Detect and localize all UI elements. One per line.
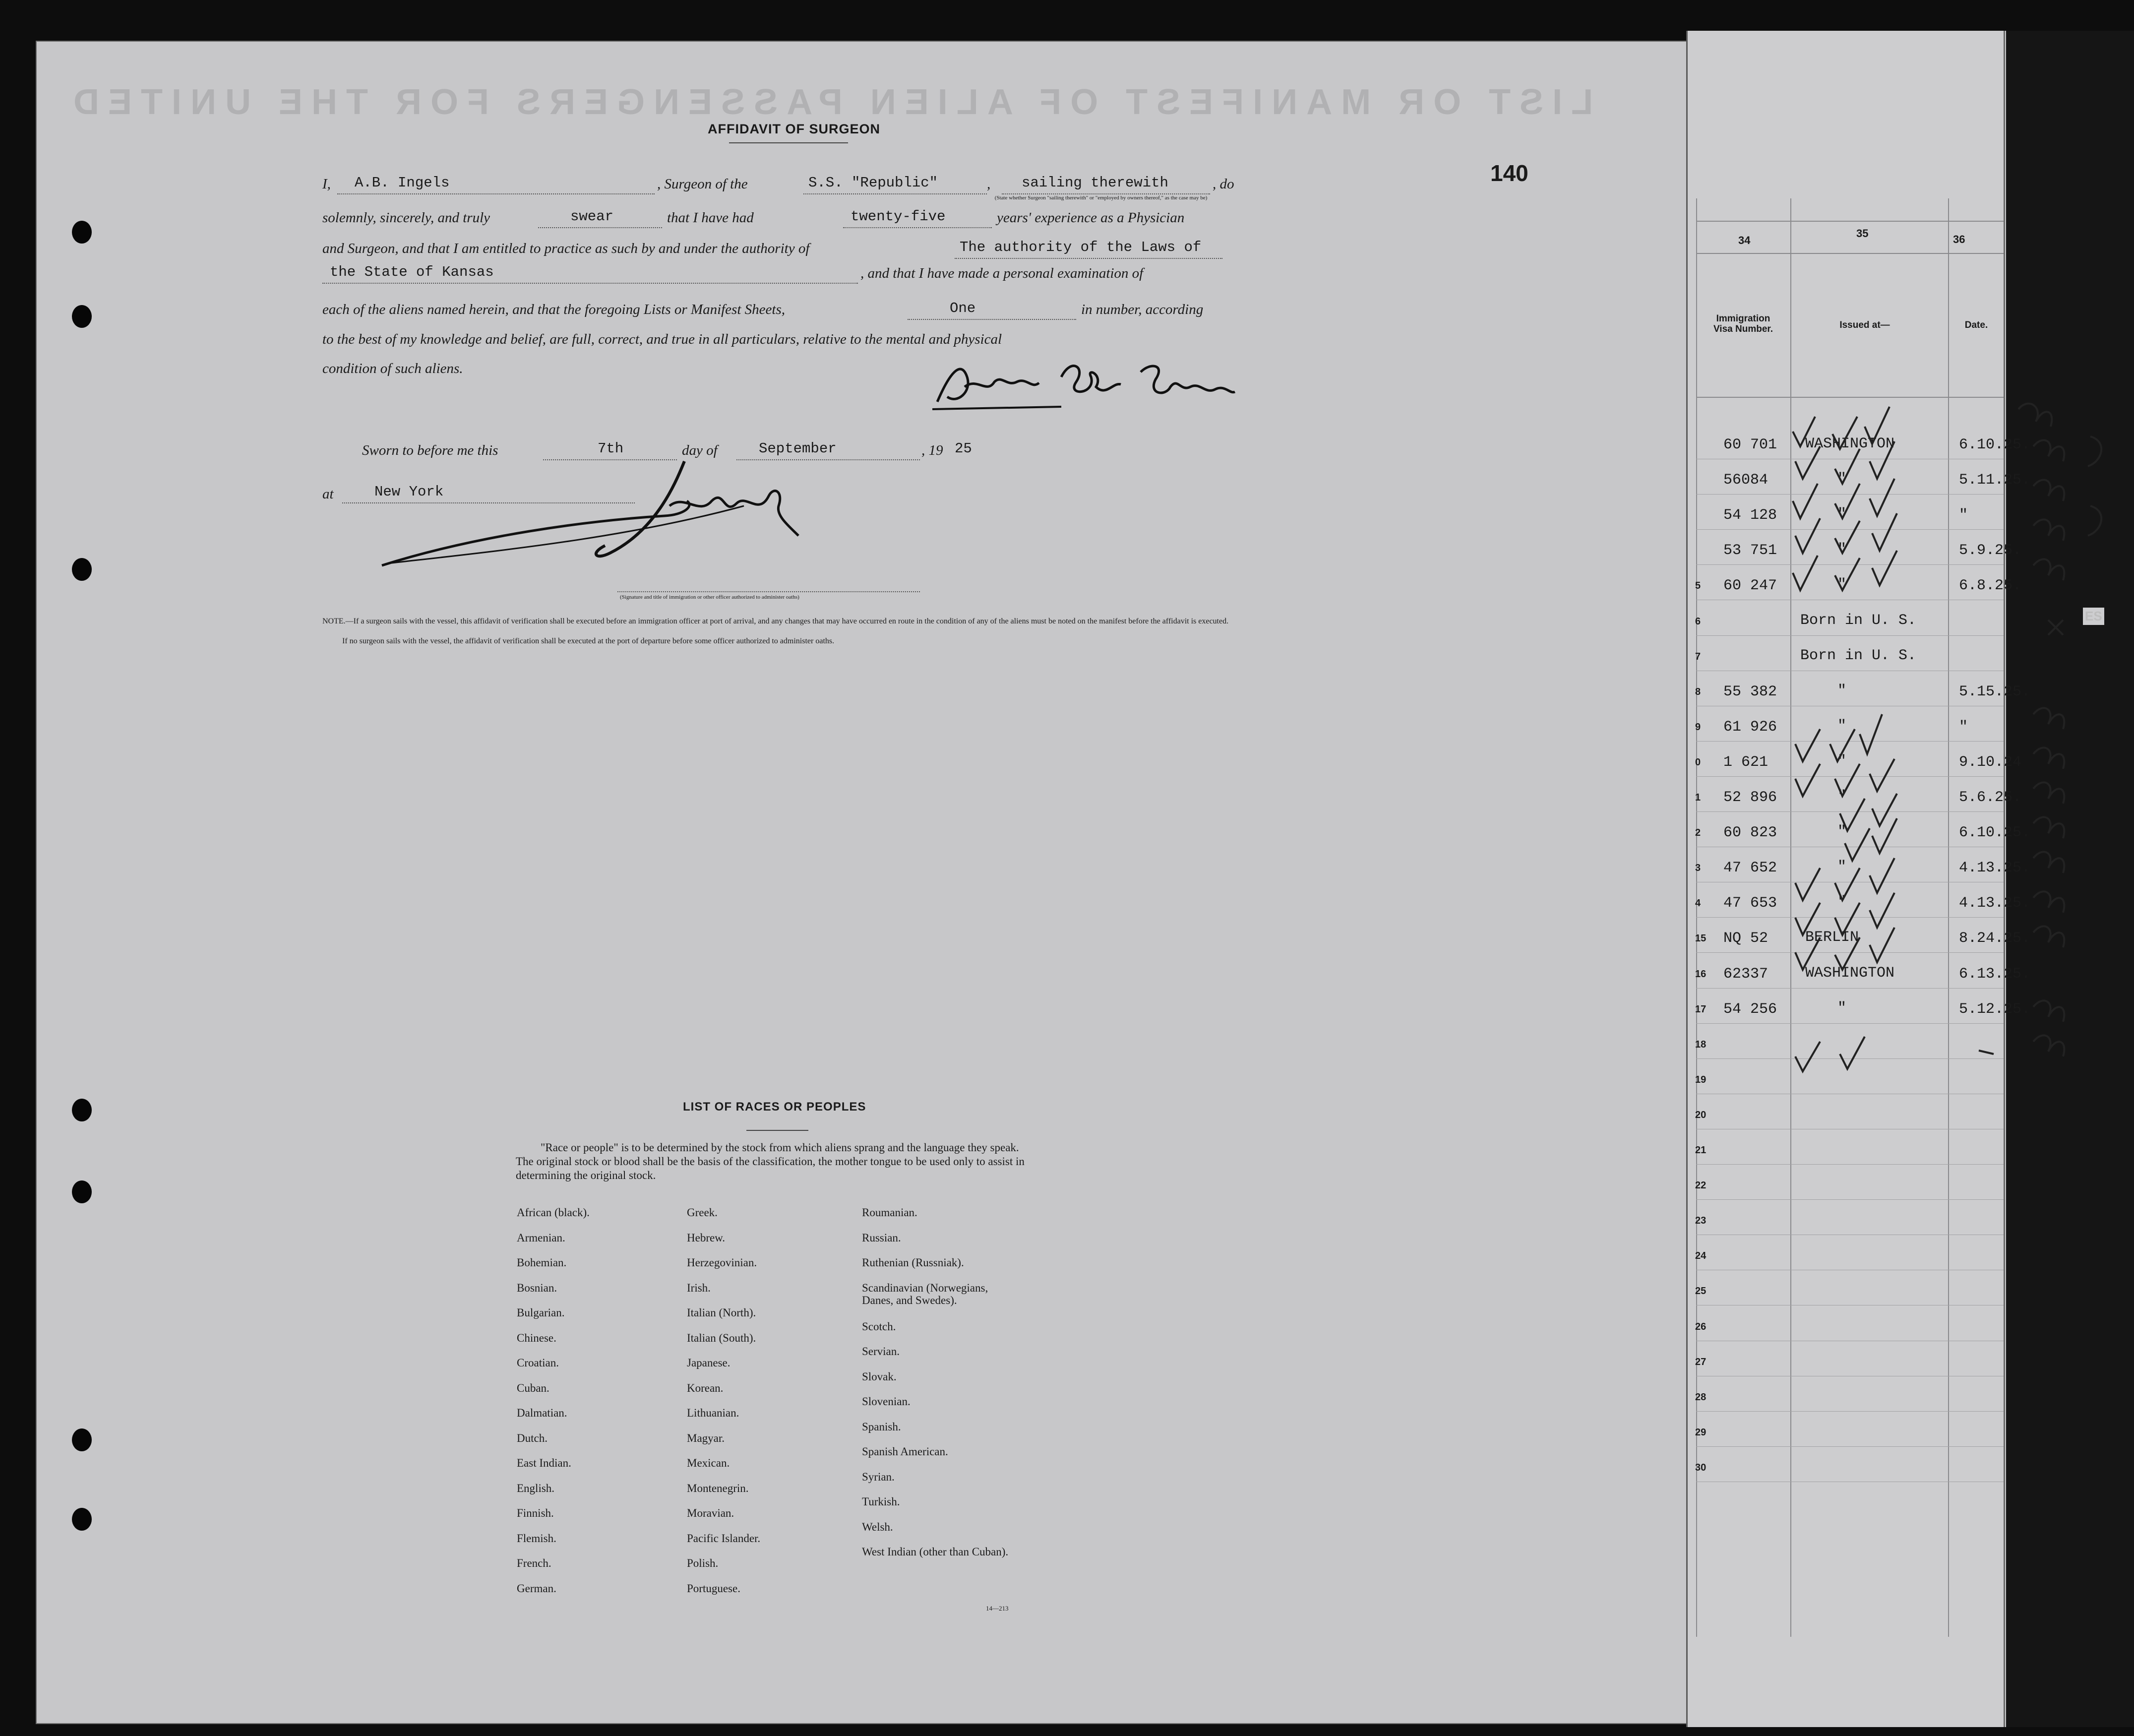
race-item: Cuban.	[517, 1381, 549, 1394]
row-number: 4	[1695, 898, 1701, 909]
sworn-month: September	[759, 440, 837, 457]
issued-at: "	[1837, 753, 1847, 770]
races-title: LIST OF RACES OR PEOPLES	[683, 1100, 866, 1114]
race-item: Bulgarian.	[517, 1306, 565, 1319]
race-item: Magyar.	[687, 1431, 725, 1444]
column-number: 36	[1953, 233, 1965, 246]
surgeon-signature	[932, 347, 1240, 417]
issued-at: "	[1837, 788, 1847, 805]
race-item: Roumanian.	[862, 1206, 917, 1219]
race-item: Turkish.	[862, 1495, 900, 1508]
header-issued-at: Issued at—	[1839, 320, 1890, 330]
race-item: Flemish.	[517, 1532, 556, 1545]
row-number: 22	[1695, 1180, 1707, 1191]
race-item: Hebrew.	[687, 1231, 726, 1244]
affidavit-note-1: NOTE.—If a surgeon sails with the vessel, this affidavit of verification shall be executed before an immigration officer at port of arrival, and any changes that may have occurred en route in the condition of any of the aliens must be noted on the manifest before the affidavit is executed.	[322, 617, 1229, 625]
row-number: 26	[1695, 1321, 1707, 1332]
visa-number: 60 247	[1723, 577, 1777, 594]
visa-date: 5.9.25.	[1959, 542, 2022, 559]
surgeon-capacity: sailing therewith	[1022, 175, 1168, 191]
visa-date: 4.13.25.	[1959, 860, 2031, 876]
row-number: 28	[1695, 1392, 1707, 1403]
row-number: 1	[1695, 792, 1701, 803]
visa-date: 6.10.25.	[1959, 824, 2031, 841]
visa-number: 53 751	[1723, 542, 1777, 559]
affidavit-note-2: If no surgeon sails with the vessel, the affidavit of verification shall be executed at the port of departure before some officer authorized to administer oaths.	[342, 637, 835, 645]
row-number: 25	[1695, 1286, 1707, 1297]
visa-number: 62337	[1723, 966, 1768, 983]
race-item: Dalmatian.	[517, 1407, 567, 1419]
row-number: 16	[1695, 969, 1707, 980]
sworn-place: New York	[374, 484, 444, 500]
binder-hole	[72, 305, 92, 328]
race-item: Welsh.	[862, 1520, 893, 1533]
issued-at: "	[1837, 471, 1847, 488]
sworn-text: day of	[682, 442, 718, 458]
issued-at: "	[1837, 541, 1847, 558]
binder-hole	[72, 1508, 92, 1531]
race-item: Portuguese.	[687, 1582, 740, 1595]
sworn-day: 7th	[598, 440, 624, 457]
row-number: 8	[1695, 686, 1701, 697]
race-item: Herzegovinian.	[687, 1256, 757, 1269]
binder-hole	[72, 558, 92, 581]
race-item: Armenian.	[517, 1231, 565, 1244]
race-item: Spanish.	[862, 1420, 901, 1433]
race-item: Pacific Islander.	[687, 1532, 761, 1545]
visa-number: 54 256	[1723, 1001, 1777, 1018]
visa-date: 5.12.25.	[1959, 1001, 2031, 1018]
visa-date: "	[1959, 719, 1968, 736]
race-item: Scandinavian (Norwegians, Danes, and Swedes).	[862, 1281, 988, 1306]
race-item: African (black).	[517, 1206, 590, 1219]
visa-number: 55 382	[1723, 683, 1777, 700]
visa-number: 1 621	[1723, 754, 1768, 771]
affidavit-title: AFFIDAVIT OF SURGEON	[708, 122, 880, 136]
race-item: English.	[517, 1482, 555, 1494]
race-item: Bosnian.	[517, 1281, 557, 1294]
race-item: Moravian.	[687, 1507, 734, 1519]
affidavit-text: in number, according	[1081, 302, 1204, 317]
race-item: Greek.	[687, 1206, 718, 1219]
race-item: Mexican.	[687, 1457, 730, 1469]
sworn-text: , 19	[921, 442, 943, 458]
race-item: Dutch.	[517, 1431, 548, 1444]
row-number: 23	[1695, 1215, 1707, 1226]
race-item: Spanish American.	[862, 1445, 948, 1458]
race-item: East Indian.	[517, 1457, 571, 1469]
race-item: Montenegrin.	[687, 1482, 749, 1494]
pencil-check-marks	[1785, 387, 2133, 1081]
capacity-caption: (State whether Surgeon "sailing therewith" or "employed by owners thereof," as the case may be)	[994, 195, 1208, 201]
races-intro: "Race or people" is to be determined by the stock from which aliens sprang and the language they speak. The original stock or blood shall be the basis of the classification, the mother tongue to be used only to assist in determining the original stock.	[516, 1141, 1025, 1181]
binder-hole	[72, 1099, 92, 1121]
authority-line-2: the State of Kansas	[330, 264, 494, 280]
visa-date: 8.24.25.	[1959, 930, 2031, 947]
affidavit-text: ,	[987, 176, 991, 192]
row-number: 30	[1695, 1462, 1707, 1473]
row-number: 5	[1695, 580, 1701, 591]
affidavit-text: condition of such aliens.	[322, 361, 463, 376]
row-number: 18	[1695, 1039, 1707, 1050]
race-item: West Indian (other than Cuban).	[862, 1546, 1009, 1558]
officer-signature	[377, 446, 833, 575]
race-item: Servian.	[862, 1345, 900, 1358]
oath-word: swear	[570, 208, 614, 225]
years-experience: twenty-five	[851, 208, 946, 225]
visa-number: 60 823	[1723, 824, 1777, 841]
visa-date: 5.15.25.	[1959, 683, 2031, 700]
issued-at: "	[1837, 823, 1847, 840]
visa-number: 60 701	[1723, 436, 1777, 453]
row-number: 24	[1695, 1250, 1707, 1261]
race-item: Slovenian.	[862, 1395, 911, 1408]
issued-at: WASHINGTON	[1805, 435, 1895, 452]
issued-at: "	[1837, 1000, 1847, 1017]
race-item: Ruthenian (Russniak).	[862, 1256, 964, 1269]
visa-date: "	[1959, 507, 1968, 524]
race-item: Italian (North).	[687, 1306, 756, 1319]
sworn-text: Sworn to before me this	[362, 442, 498, 458]
form-number: 14—213	[986, 1605, 1009, 1612]
row-number: 3	[1695, 863, 1701, 873]
row-number: 2	[1695, 827, 1701, 838]
race-item: Bohemian.	[517, 1256, 567, 1269]
surgeon-name: A.B. Ingels	[355, 175, 450, 191]
race-item: German.	[517, 1582, 556, 1595]
visa-number: 47 653	[1723, 895, 1777, 912]
row-number: 7	[1695, 651, 1701, 662]
column-number: 35	[1856, 227, 1869, 240]
row-number: 6	[1695, 616, 1701, 627]
affidavit-text: I,	[322, 176, 331, 192]
row-number: 0	[1695, 757, 1701, 768]
race-item: Russian.	[862, 1231, 901, 1244]
sheet-count: One	[950, 300, 976, 316]
row-number: 29	[1695, 1427, 1707, 1438]
visa-number: 47 652	[1723, 860, 1777, 876]
affidavit-text: years' experience as a Physician	[997, 210, 1185, 226]
race-item: Chinese.	[517, 1331, 556, 1344]
visa-date: 6.10.25.	[1959, 436, 2031, 453]
race-item: Korean.	[687, 1381, 724, 1394]
issued-at: "	[1837, 894, 1847, 911]
row-number: 9	[1695, 722, 1701, 733]
affidavit-text: , Surgeon of the	[657, 176, 748, 192]
edge-text: ES	[2083, 608, 2104, 625]
visa-date: 5.6.25.	[1959, 789, 2022, 806]
officer-caption: (Signature and title of immigration or other officer authorized to administer oaths)	[620, 594, 799, 600]
affidavit-text: , do	[1213, 176, 1234, 192]
affidavit-text: solemnly, sincerely, and truly	[322, 210, 490, 226]
issued-at: Born in U. S.	[1800, 647, 1917, 664]
visa-number: 52 896	[1723, 789, 1777, 806]
column-number: 34	[1738, 234, 1751, 247]
affidavit-text: that I have had	[667, 210, 754, 226]
row-number: 21	[1695, 1145, 1707, 1156]
at-label: at	[322, 486, 334, 502]
affidavit-text: each of the aliens named herein, and that the foregoing Lists or Manifest Sheets,	[322, 302, 785, 317]
affidavit-text: to the best of my knowledge and belief, are full, correct, and true in all particulars, relative to the mental and physical	[322, 331, 1002, 347]
race-item: French.	[517, 1557, 551, 1569]
affidavit-text: and Surgeon, and that I am entitled to practice as such by and under the authority of	[322, 241, 810, 256]
race-item: Japanese.	[687, 1357, 731, 1369]
row-number: 17	[1695, 1004, 1707, 1015]
visa-number: 54 128	[1723, 507, 1777, 524]
row-number: 15	[1695, 933, 1707, 944]
race-item: Finnish.	[517, 1507, 554, 1519]
visa-number: 56084	[1723, 472, 1768, 489]
visa-number: NQ 52	[1723, 930, 1768, 947]
row-number: 27	[1695, 1357, 1707, 1367]
race-item: Slovak.	[862, 1370, 897, 1383]
visa-date: 9.10.24	[1959, 754, 2022, 771]
issued-at: "	[1837, 506, 1847, 523]
race-item: Polish.	[687, 1557, 719, 1569]
visa-number: 61 926	[1723, 719, 1777, 736]
visa-date: 6.13.25.	[1959, 966, 2031, 983]
header-date: Date.	[1964, 320, 1988, 330]
header-visa-number: Immigration Visa Number.	[1713, 313, 1773, 334]
race-item: Syrian.	[862, 1470, 895, 1483]
visa-date: 4.13.25.	[1959, 895, 2031, 912]
race-item: Croatian.	[517, 1357, 559, 1369]
visa-date: 5.11.25.	[1959, 472, 2031, 489]
binder-hole	[72, 221, 92, 244]
ship-name: S.S. "Republic"	[808, 175, 938, 191]
issued-at: "	[1837, 859, 1847, 875]
binder-hole	[72, 1428, 92, 1451]
row-number: 19	[1695, 1074, 1707, 1085]
visa-date: 6.8.25.	[1959, 577, 2022, 594]
authority-line-1: The authority of the Laws of	[960, 239, 1202, 255]
issued-at: "	[1837, 576, 1847, 593]
binder-hole	[72, 1180, 92, 1203]
affidavit-text: , and that I have made a personal examination of	[860, 265, 1144, 281]
issued-at: Born in U. S.	[1800, 612, 1917, 629]
row-number: 20	[1695, 1110, 1707, 1120]
issued-at: BERLIN	[1805, 929, 1859, 946]
sworn-year: 25	[955, 440, 972, 457]
race-item: Lithuanian.	[687, 1407, 739, 1419]
race-item: Irish.	[687, 1281, 711, 1294]
race-item: Scotch.	[862, 1320, 896, 1333]
issued-at: WASHINGTON	[1805, 965, 1895, 982]
bleed-through-text: LIST OR MANIFEST OF ALIEN PASSENGERS FOR THE UNITED	[64, 82, 1593, 122]
issued-at: "	[1837, 682, 1847, 699]
race-item: Italian (South).	[687, 1331, 756, 1344]
issued-at: "	[1837, 718, 1847, 735]
page-number: 140	[1490, 160, 1528, 186]
